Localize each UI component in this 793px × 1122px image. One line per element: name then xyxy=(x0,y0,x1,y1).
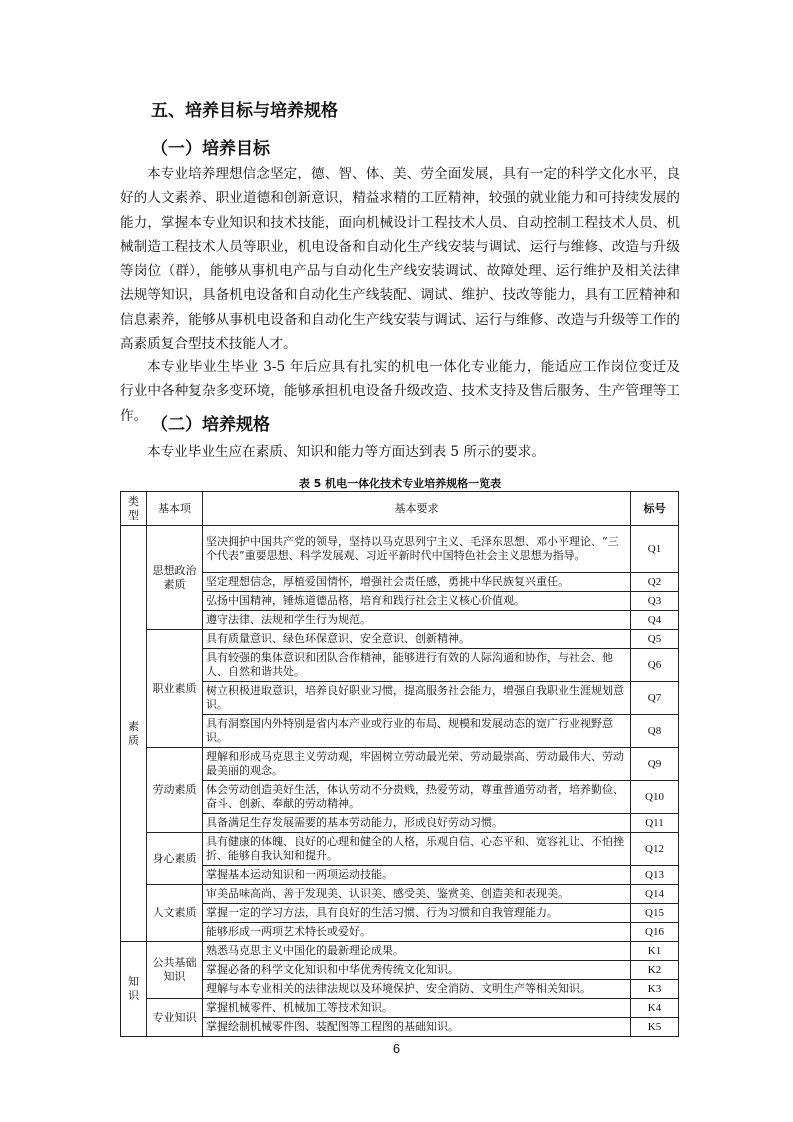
specs-paragraph: 本专业毕业生应在素质、知识和能力等方面达到表 5 所示的要求。 xyxy=(147,444,545,460)
code-cell: Q8 xyxy=(631,715,679,748)
table-row xyxy=(121,573,679,592)
code-cell: Q6 xyxy=(631,649,679,682)
table-row xyxy=(121,781,679,814)
goals-paragraph-2: 本专业毕业生毕业 3-5 年后应具有扎实的机电一体化专业能力，能适应工作岗位变迁及行业中各种复杂多变环境，能够承担机电设备升级改造、技术支持及售后服务、生产管理等工作。 xyxy=(120,359,680,424)
table-row xyxy=(121,715,679,748)
header-code: 标号 xyxy=(631,492,679,526)
table-row xyxy=(121,923,679,942)
requirement-cell: 审美品味高尚、善于发现美、认识美、感受美、鉴赏美、创造美和表现美。 xyxy=(203,885,631,904)
code-cell: Q12 xyxy=(631,833,679,866)
code-cell: Q2 xyxy=(631,573,679,592)
requirement-cell: 具有洞察国内外特别是省内本产业或行业的布局、规模和发展动态的宽广行业视野意识。 xyxy=(203,715,631,748)
code-cell: K5 xyxy=(631,1018,679,1037)
code-cell: Q14 xyxy=(631,885,679,904)
item-cell: 人文素质 xyxy=(147,885,203,942)
requirement-cell: 弘扬中国精神，锤炼道德品格，培育和践行社会主义核心价值观。 xyxy=(203,592,631,611)
requirement-cell: 熟悉马克思主义中国化的最新理论成果。 xyxy=(203,942,631,961)
code-cell: Q13 xyxy=(631,866,679,885)
code-cell: K3 xyxy=(631,980,679,999)
table-row xyxy=(121,526,679,573)
requirement-cell: 遵守法律、法规和学生行为规范。 xyxy=(203,611,631,630)
item-cell: 劳动素质 xyxy=(147,748,203,833)
table-row xyxy=(121,1018,679,1037)
subsection-title-specs: （二）培养规格 xyxy=(151,415,270,435)
table-row xyxy=(121,682,679,715)
table-row xyxy=(121,649,679,682)
requirement-cell: 具备满足生存发展需要的基本劳动能力，形成良好劳动习惯。 xyxy=(203,814,631,833)
requirement-cell: 具有健康的体魄、良好的心理和健全的人格，乐观自信、心态平和、宽容礼让、不怕挫折、能够自我认知和提升。 xyxy=(203,833,631,866)
table-row xyxy=(121,980,679,999)
code-cell: Q7 xyxy=(631,682,679,715)
table-row xyxy=(121,866,679,885)
type-cell: 素质 xyxy=(121,526,147,942)
requirement-cell: 体会劳动创造美好生活，体认劳动不分贵贱，热爱劳动，尊重普通劳动者，培养勤俭、奋斗、创新、奉献的劳动精神。 xyxy=(203,781,631,814)
code-cell: K1 xyxy=(631,942,679,961)
code-cell: Q4 xyxy=(631,611,679,630)
header-type: 类型 xyxy=(121,492,147,526)
requirement-cell: 坚决拥护中国共产党的领导，坚持以马克思列宁主义、毛泽东思想、邓小平理论、“三个代表”重要思想、科学发展观、习近平新时代中国特色社会主义思想为指导。 xyxy=(203,526,631,573)
type-cell: 知识 xyxy=(121,942,147,1037)
requirement-cell: 掌握一定的学习方法，具有良好的生活习惯、行为习惯和自我管理能力。 xyxy=(203,904,631,923)
code-cell: Q16 xyxy=(631,923,679,942)
code-cell: Q3 xyxy=(631,592,679,611)
requirement-cell: 具有质量意识、绿色环保意识、安全意识、创新精神。 xyxy=(203,630,631,649)
item-cell: 职业素质 xyxy=(147,630,203,748)
code-cell: Q10 xyxy=(631,781,679,814)
header-requirement: 基本要求 xyxy=(203,492,631,526)
item-cell: 专业知识 xyxy=(147,999,203,1037)
table-header-row xyxy=(121,492,679,526)
table-row xyxy=(121,904,679,923)
requirement-cell: 掌握必备的科学文化知识和中华优秀传统文化知识。 xyxy=(203,961,631,980)
code-cell: Q11 xyxy=(631,814,679,833)
code-cell: Q1 xyxy=(631,526,679,573)
requirement-cell: 掌握绘制机械零件图、装配图等工程图的基础知识。 xyxy=(203,1018,631,1037)
table-row xyxy=(121,611,679,630)
item-cell: 身心素质 xyxy=(147,833,203,885)
table-row xyxy=(121,630,679,649)
requirement-cell: 掌握基本运动知识和一两项运动技能。 xyxy=(203,866,631,885)
table-row xyxy=(121,814,679,833)
requirement-cell: 能够形成一两项艺术特长或爱好。 xyxy=(203,923,631,942)
subsection-title-goals: （一）培养目标 xyxy=(151,139,270,159)
code-cell: K2 xyxy=(631,961,679,980)
header-item: 基本项 xyxy=(147,492,203,526)
table-row xyxy=(121,592,679,611)
table-row xyxy=(121,833,679,866)
requirement-cell: 树立积极进取意识，培养良好职业习惯，提高服务社会能力，增强自我职业生涯规划意识。 xyxy=(203,682,631,715)
requirement-cell: 坚定理想信念，厚植爱国情怀，增强社会责任感，勇挑中华民族复兴重任。 xyxy=(203,573,631,592)
table-caption: 表 5 机电一体化技术专业培养规格一览表 xyxy=(298,477,502,490)
goals-paragraph-1: 本专业培养理想信念坚定，德、智、体、美、劳全面发展，具有一定的科学文化水平，良好的人文素养、职业道德和创新意识，精益求精的工匠精神，较强的就业能力和可持续发展的能力，掌握本专业知识和技术技能，面向机械设计工程技术人员、自动控制工程技术人员、机械制造工程技术人员等职业，机电设备和自动化生产线安装与调试、运行与维修、改造与升级等岗位（群），能够从事机电产品与自动化生产线安装调试、故障处理、运行维护及相关法律法规等知识，具备机电设备和自动化生产线装配、调试、维护、技改等能力，具有工匠精神和信息素养，能够从事机电设备和自动化生产线安装与调试、运行与维修、改造与升级等工作的高素质复合型技术技能人才。 xyxy=(120,166,680,353)
code-cell: Q15 xyxy=(631,904,679,923)
spec-table xyxy=(120,491,679,1037)
item-cell: 思想政治素质 xyxy=(147,526,203,630)
code-cell: K4 xyxy=(631,999,679,1018)
requirement-cell: 理解和形成马克思主义劳动观，牢固树立劳动最光荣、劳动最崇高、劳动最伟大、劳动最美丽的观念。 xyxy=(203,748,631,781)
code-cell: Q5 xyxy=(631,630,679,649)
table-row xyxy=(121,885,679,904)
section-heading: 五、培养目标与培养规格 xyxy=(151,101,338,121)
page-number: 6 xyxy=(392,1041,401,1056)
table-row xyxy=(121,942,679,961)
table-row xyxy=(121,961,679,980)
code-cell: Q9 xyxy=(631,748,679,781)
item-cell: 公共基础知识 xyxy=(147,942,203,999)
table-row xyxy=(121,999,679,1018)
requirement-cell: 理解与本专业相关的法律法规以及环境保护、安全消防、文明生产等相关知识。 xyxy=(203,980,631,999)
requirement-cell: 具有较强的集体意识和团队合作精神，能够进行有效的人际沟通和协作，与社会、他人、自然和谐共处。 xyxy=(203,649,631,682)
table-row xyxy=(121,748,679,781)
requirement-cell: 掌握机械零件、机械加工等技术知识。 xyxy=(203,999,631,1018)
